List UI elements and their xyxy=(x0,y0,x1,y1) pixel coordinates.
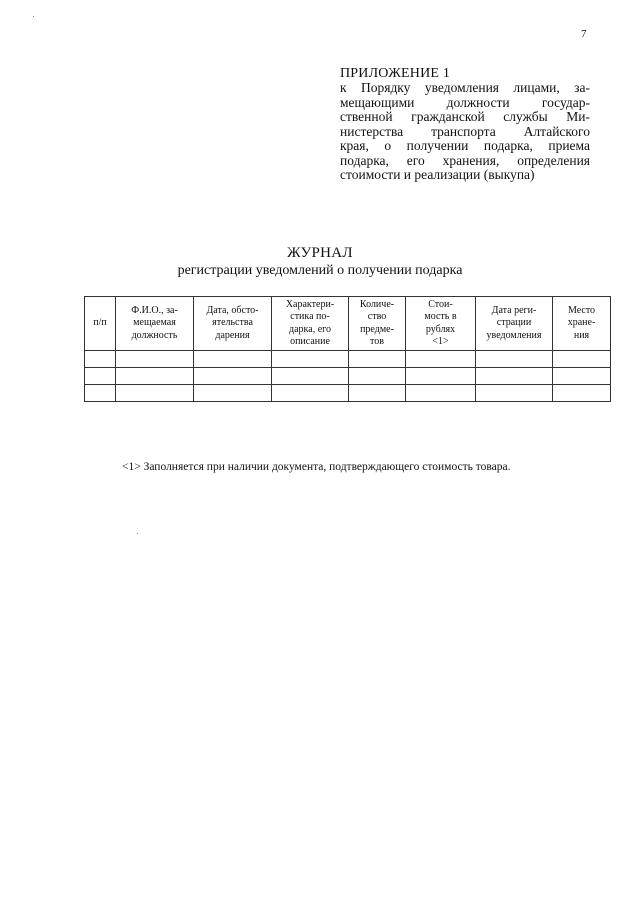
journal-title: ЖУРНАЛ xyxy=(287,245,353,261)
appendix-line: мещающими должности государ- xyxy=(340,94,590,110)
table-cell[interactable] xyxy=(85,385,116,402)
appendix-line: ственной гражданской службы Ми- xyxy=(340,109,590,124)
appendix-line: нистерства транспорта Алтайского xyxy=(340,123,590,139)
appendix-title: ПРИЛОЖЕНИЕ 1 xyxy=(340,66,451,81)
appendix-line: стоимости и реализации (выкупа) xyxy=(340,167,535,182)
column-header: Место хране- ния xyxy=(553,297,611,351)
column-header: Дата реги- страции уведомления xyxy=(476,297,553,351)
table-cell[interactable] xyxy=(116,351,194,368)
appendix-block xyxy=(340,66,590,183)
table-cell[interactable] xyxy=(116,368,194,385)
register-table xyxy=(84,296,611,402)
table-cell[interactable] xyxy=(349,385,406,402)
table-row xyxy=(85,385,611,402)
table-cell[interactable] xyxy=(476,368,553,385)
table-cell[interactable] xyxy=(194,351,272,368)
table-cell[interactable] xyxy=(476,385,553,402)
table-cell[interactable] xyxy=(406,351,476,368)
table-cell[interactable] xyxy=(476,351,553,368)
table-cell[interactable] xyxy=(85,351,116,368)
column-header: Дата, обсто- ятельства дарения xyxy=(194,297,272,351)
table-row xyxy=(85,368,611,385)
column-header: Характери- стика по- дарка, его описание xyxy=(272,297,349,351)
appendix-line: подарка, его хранения, определения xyxy=(340,152,590,168)
table-cell[interactable] xyxy=(272,368,349,385)
table-cell[interactable] xyxy=(553,351,611,368)
footnote: <1> Заполняется при наличии документа, подтверждающего стоимость товара. xyxy=(122,461,511,473)
table-cell[interactable] xyxy=(349,351,406,368)
column-header: Стои- мость в рублях <1> xyxy=(406,297,476,351)
appendix-line: к Порядку уведомления лицами, за- xyxy=(340,80,590,95)
table-cell[interactable] xyxy=(85,368,116,385)
table-cell[interactable] xyxy=(406,368,476,385)
table-cell[interactable] xyxy=(553,368,611,385)
table-row xyxy=(85,351,611,368)
column-header: Количе- ство предме- тов xyxy=(349,297,406,351)
table-cell[interactable] xyxy=(406,385,476,402)
page-number: 7 xyxy=(581,28,587,40)
scan-speck xyxy=(137,533,138,534)
table-cell[interactable] xyxy=(272,385,349,402)
column-header: Ф.И.О., за- мещаемая должность xyxy=(116,297,194,351)
appendix-line: края, о получении подарка, приема xyxy=(340,138,590,153)
table-cell[interactable] xyxy=(553,385,611,402)
journal-subtitle: регистрации уведомлений о получении подарка xyxy=(177,263,463,278)
table-cell[interactable] xyxy=(194,368,272,385)
table-cell[interactable] xyxy=(194,385,272,402)
table-cell[interactable] xyxy=(116,385,194,402)
table-cell[interactable] xyxy=(349,368,406,385)
table-header-row xyxy=(85,297,611,351)
scan-speck xyxy=(33,16,34,17)
table-cell[interactable] xyxy=(272,351,349,368)
column-header: п/п xyxy=(85,297,116,351)
